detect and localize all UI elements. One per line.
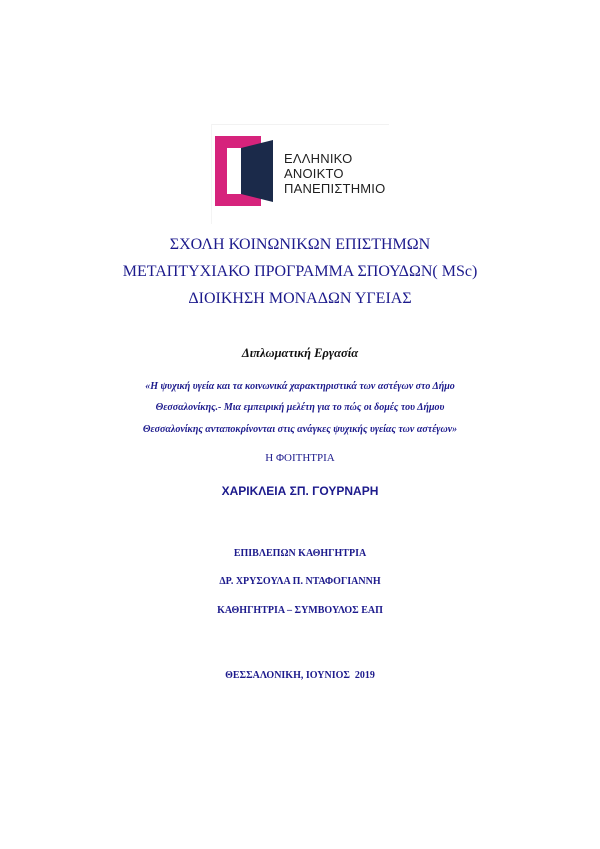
eap-logo-mark-icon [215, 136, 281, 206]
student-label: Η ΦΟΙΤΗΤΡΙΑ [265, 452, 335, 464]
logo-line-2: ΑΝΟΙΚΤΟ [284, 166, 344, 181]
supervisor-role: ΚΑΘΗΓΗΤΡΙΑ – ΣΥΜΒΟΥΛΟΣ ΕΑΠ [217, 605, 383, 616]
supervisor-name: ΔΡ. ΧΡΥΣΟΥΛΑ Π. ΝΤΑΦΟΓΙΑΝΝΗ [219, 576, 381, 587]
thesis-title-line-3: Θεσσαλονίκης ανταποκρίνονται στις ανάγκες ψυχικής υγείας των αστέγων» [142, 424, 458, 435]
thesis-type: Διπλωματική Εργασία [241, 346, 359, 360]
logo-line-1: ΕΛΛΗΝΙΚΟ [284, 151, 353, 166]
place-and-date: ΘΕΣΣΑΛΟΝΙΚΗ, ΙΟΥΝΙΟΣ 2019 [225, 670, 375, 681]
logo-frame-left [211, 124, 212, 224]
department-name: ΔΙΟΙΚΗΣΗ ΜΟΝΑΔΩΝ ΥΓΕΙΑΣ [188, 290, 412, 307]
thesis-title-line-1: «Η ψυχική υγεία και τα κοινωνικά χαρακτηριστικά των αστέγων στο Δήμο [145, 381, 455, 392]
logo-frame-top [211, 124, 389, 125]
student-name: ΧΑΡΙΚΛΕΙΑ ΣΠ. ΓΟΥΡΝΑΡΗ [221, 484, 379, 498]
logo-line-3: ΠΑΝΕΠΙΣΤΗΜΙΟ [284, 181, 386, 196]
program-name: ΜΕΤΑΠΤΥΧΙΑΚΟ ΠΡΟΓΡΑΜΜΑ ΣΠΟΥΔΩΝ( MSc) [122, 263, 478, 280]
university-logo [211, 124, 389, 224]
logo-wordmark [284, 151, 385, 196]
thesis-title-line-2: Θεσσαλονίκης.- Μια εμπειρική μελέτη για το πώς οι δομές του Δήμου [155, 402, 445, 413]
school-name: ΣΧΟΛΗ ΚΟΙΝΩΝΙΚΩΝ ΕΠΙΣΤΗΜΩΝ [169, 236, 431, 253]
supervisor-label: ΕΠΙΒΛΕΠΩΝ ΚΑΘΗΓΗΤΡΙΑ [233, 548, 367, 559]
